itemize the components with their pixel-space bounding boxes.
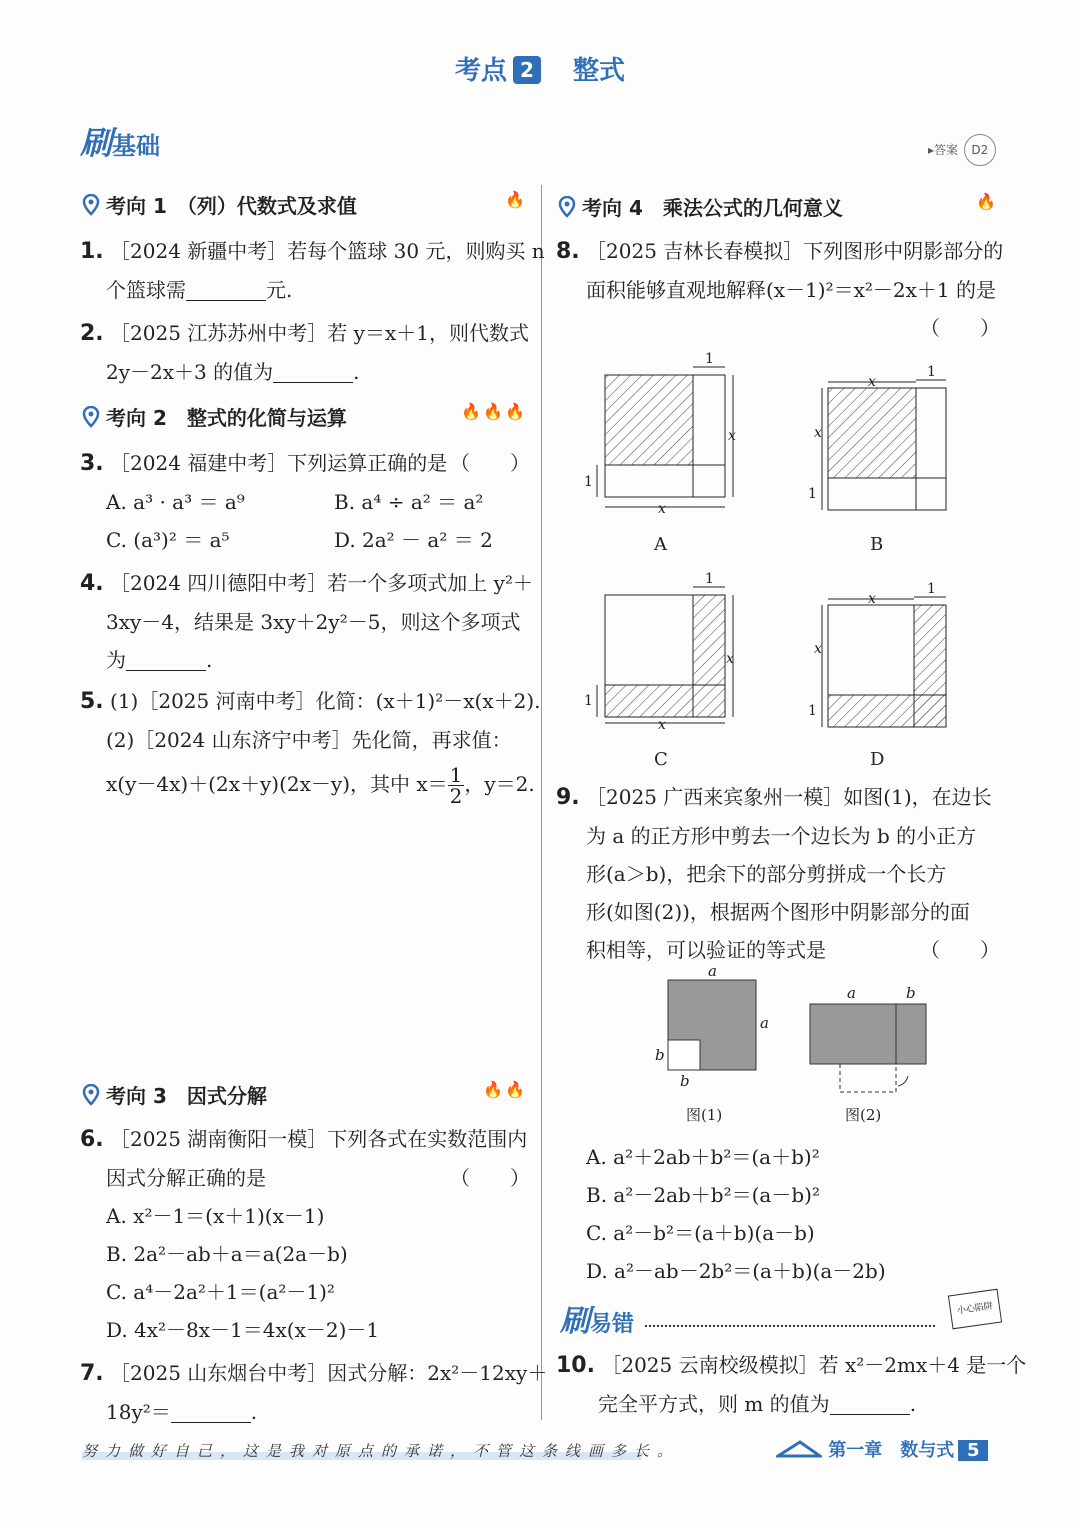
fig2-caption: 图(2) — [845, 1106, 882, 1124]
q1-line2b: 元. — [266, 278, 293, 302]
topic4-heading — [558, 192, 998, 221]
q6-option-d[interactable]: D. 4x²－8x－1＝4x(x－2)－1 — [106, 1318, 380, 1342]
q6-line1: ［2025 湖南衡阳一模］下列各式在实数范围内 — [110, 1127, 528, 1151]
label-1: 1 — [584, 693, 593, 709]
q9-option-d[interactable]: D. a²－ab－2b²＝(a＋b)(a－2b) — [586, 1259, 886, 1283]
answer-ref — [928, 134, 996, 166]
location-pin-icon — [82, 1084, 100, 1106]
q7-answer-blank[interactable] — [171, 1401, 251, 1423]
label-x: x — [658, 501, 666, 517]
q6-line2: 因式分解正确的是 — [106, 1166, 266, 1190]
page-number: 5 — [958, 1440, 988, 1461]
question-5 — [80, 682, 541, 806]
q3-option-d[interactable]: D. 2a² － a² ＝ 2 — [334, 528, 493, 552]
q7-line2b: . — [250, 1400, 258, 1424]
basics-mark: 刷 — [80, 124, 113, 162]
location-pin-icon — [82, 194, 100, 216]
label-1: 1 — [705, 571, 714, 587]
label-1: 1 — [808, 703, 817, 719]
question-6 — [80, 1120, 530, 1349]
q8-line2: 面积能够直观地解释(x－1)²＝x²－2x＋1 的是 — [586, 278, 997, 302]
question-8 — [556, 232, 1004, 347]
q4-number: 4. — [80, 571, 104, 596]
q4-line3a: 为 — [106, 648, 126, 672]
dotted-rule — [645, 1325, 935, 1327]
q5-line1: (1)［2025 河南中考］化简：(x＋1)²－x(x＋2). — [110, 689, 541, 713]
topic3-text: 考向 3 因式分解 — [106, 1084, 267, 1108]
q2-line2a: 2y－2x＋3 的值为 — [106, 360, 274, 384]
figure-b[interactable] — [808, 364, 946, 555]
q4-line3b: . — [206, 648, 213, 672]
label-b: b — [655, 1046, 665, 1064]
caution-sign-icon — [948, 1289, 1002, 1330]
topic3-heading — [82, 1080, 527, 1109]
q5-line3a: x(y－4x)＋(2x＋y)(2x－y)，其中 x＝ — [106, 772, 448, 796]
q5-frac-den: 2 — [449, 784, 463, 808]
errors-text: 易错 — [590, 1311, 635, 1337]
q5-line3b: ，y＝2. — [464, 772, 535, 796]
q10-number: 10. — [556, 1353, 595, 1378]
label-x: x — [658, 717, 666, 733]
q6-option-a[interactable]: A. x²－1＝(x＋1)(x－1) — [106, 1204, 325, 1228]
q9-number: 9. — [556, 785, 580, 810]
figure-c[interactable] — [584, 571, 734, 770]
q10-line2a: 完全平方式，则 m 的值为 — [598, 1392, 830, 1416]
basics-text: 基础 — [112, 131, 161, 160]
question-1 — [80, 232, 545, 309]
label-1: 1 — [927, 581, 936, 597]
label-a: a — [847, 984, 856, 1002]
q2-answer-blank[interactable] — [273, 361, 353, 383]
q3-line1: ［2024 福建中考］下列运算正确的是 — [110, 451, 448, 475]
title-number-badge: 2 — [513, 56, 541, 84]
question-10 — [556, 1346, 1026, 1423]
column-divider — [541, 185, 542, 1420]
q5-line2: (2)［2024 山东济宁中考］先化简，再求值： — [106, 728, 512, 752]
q1-line1: ［2024 新疆中考］若每个篮球 30 元，则购买 n — [110, 239, 545, 263]
label-x: x — [868, 591, 876, 607]
q4-answer-blank[interactable] — [126, 649, 206, 671]
q1-answer-blank[interactable] — [186, 279, 266, 301]
footer-motto: 努力做好自己，这是我对原点的承诺，不管这条线画多长。 — [82, 1442, 681, 1460]
q4-line1: ［2024 四川德阳中考］若一个多项式加上 y²＋ — [110, 571, 533, 595]
q7-line2a: 18y²＝ — [106, 1400, 171, 1424]
q6-option-c[interactable]: C. a⁴－2a²＋1＝(a²－1)² — [106, 1280, 335, 1304]
option-a-label: A — [654, 534, 667, 555]
label-b: b — [906, 984, 916, 1002]
topic1-heading — [82, 190, 527, 219]
chapter-footer — [776, 1436, 988, 1462]
q8-number: 8. — [556, 239, 580, 264]
answer-label: ▸答案 — [928, 143, 959, 157]
q9-line5: 积相等，可以验证的等式是 — [586, 938, 826, 962]
basics-label — [80, 118, 160, 164]
title-prefix: 考点 — [454, 56, 507, 86]
title-main: 整式 — [573, 56, 626, 86]
label-1: 1 — [808, 486, 817, 502]
q9-answer-paren[interactable]: （ ） — [920, 938, 1000, 962]
flame-icon: 🔥🔥🔥 — [461, 402, 527, 421]
errors-mark: 刷 — [560, 1304, 590, 1339]
figure-a[interactable] — [584, 351, 736, 555]
question-4 — [80, 564, 533, 679]
q9-figures — [640, 962, 960, 1132]
fig1-caption: 图(1) — [686, 1106, 723, 1124]
location-pin-icon — [82, 406, 100, 428]
q3-option-c[interactable]: C. (a³)² ＝ a⁵ — [106, 528, 230, 552]
q5-number: 5. — [80, 689, 104, 714]
q9-line2: 为 a 的正方形中剪去一个边长为 b 的小正方 — [586, 824, 977, 848]
q2-number: 2. — [80, 321, 104, 346]
label-1: 1 — [584, 474, 593, 490]
label-x: x — [814, 425, 822, 441]
label-a: a — [708, 962, 717, 980]
label-x: x — [814, 641, 822, 657]
label-x: x — [868, 374, 876, 390]
option-c-label: C — [654, 749, 668, 770]
label-a: a — [760, 1014, 769, 1032]
q8-line1: ［2025 吉林长春模拟］下列图形中阴影部分的 — [586, 239, 1004, 263]
figure-2 — [810, 984, 926, 1124]
flame-icon: 🔥 — [505, 190, 527, 209]
q6-number: 6. — [80, 1127, 104, 1152]
topic4-text: 考向 4 乘法公式的几何意义 — [582, 196, 843, 220]
q10-line2b: . — [909, 1392, 917, 1416]
q1-line2a: 个篮球需 — [106, 278, 186, 302]
q10-answer-blank[interactable] — [830, 1393, 910, 1415]
q9-option-a[interactable]: A. a²＋2ab＋b²＝(a＋b)² — [586, 1145, 820, 1169]
q6-answer-paren[interactable]: （ ） — [450, 1166, 530, 1190]
location-pin-icon — [558, 196, 576, 218]
flame-icon: 🔥 — [976, 192, 998, 211]
label-b: b — [680, 1072, 690, 1090]
q9-option-c[interactable]: C. a²－b²＝(a＋b)(a－b) — [586, 1221, 815, 1245]
q8-answer-paren[interactable]: （ ） — [920, 316, 1000, 340]
errors-label — [560, 1296, 940, 1340]
label-1: 1 — [927, 364, 936, 380]
answer-code: D2 — [964, 134, 996, 166]
page-title — [0, 50, 1080, 87]
q9-options — [586, 1138, 886, 1290]
q5-frac-num: 1 — [449, 763, 463, 787]
flame-icon: 🔥🔥 — [483, 1080, 527, 1099]
triangle-icon — [776, 1440, 822, 1458]
option-d-label: D — [870, 749, 885, 770]
q7-line1: ［2025 山东烟台中考］因式分解：2x²－12xy＋ — [110, 1361, 548, 1385]
q7-number: 7. — [80, 1361, 104, 1386]
q9-line4: 形(如图(2))，根据两个图形中阴影部分的面 — [586, 900, 970, 924]
q2-line2b: . — [353, 360, 360, 384]
q4-line2: 3xy－4，结果是 3xy＋2y²－5，则这个多项式 — [106, 610, 521, 634]
q10-line1: ［2025 云南校级模拟］若 x²－2mx＋4 是一个 — [601, 1353, 1027, 1377]
caution-sign-text: 小心陷阱 — [956, 1301, 994, 1317]
topic2-text: 考向 2 整式的化简与运算 — [106, 406, 347, 430]
topic1-text: 考向 1 （列）代数式及求值 — [106, 194, 357, 218]
q9-line1: ［2025 广西来宾象州一模］如图(1)，在边长 — [586, 785, 992, 809]
topic2-heading — [82, 402, 527, 431]
figure-d[interactable] — [808, 581, 946, 770]
option-b-label: B — [870, 534, 884, 555]
question-2 — [80, 314, 529, 391]
question-3 — [80, 444, 530, 559]
q3-number: 3. — [80, 451, 104, 476]
q3-option-a[interactable]: A. a³ · a³ ＝ a⁹ — [106, 490, 245, 514]
q6-option-b[interactable]: B. 2a²－ab＋a＝a(2a－b) — [106, 1242, 348, 1266]
label-x: x — [728, 428, 736, 444]
q3-option-b[interactable]: B. a⁴ ÷ a² ＝ a² — [334, 490, 484, 514]
chapter-title: 第一章 数与式 — [828, 1440, 955, 1461]
q2-line1: ［2025 江苏苏州中考］若 y＝x＋1，则代数式 — [110, 321, 529, 345]
q5-fraction — [448, 765, 465, 806]
q9-option-b[interactable]: B. a²－2ab＋b²＝(a－b)² — [586, 1183, 820, 1207]
question-7 — [80, 1354, 547, 1431]
label-1: 1 — [705, 351, 714, 367]
label-x: x — [726, 651, 734, 667]
question-9 — [556, 778, 1000, 969]
q9-line3: 形(a＞b)，把余下的部分剪拼成一个长方 — [586, 862, 947, 886]
q8-figures — [570, 345, 1010, 775]
q1-number: 1. — [80, 239, 104, 264]
q3-answer-paren[interactable]: （ ） — [450, 451, 530, 475]
figure-1 — [655, 962, 769, 1124]
